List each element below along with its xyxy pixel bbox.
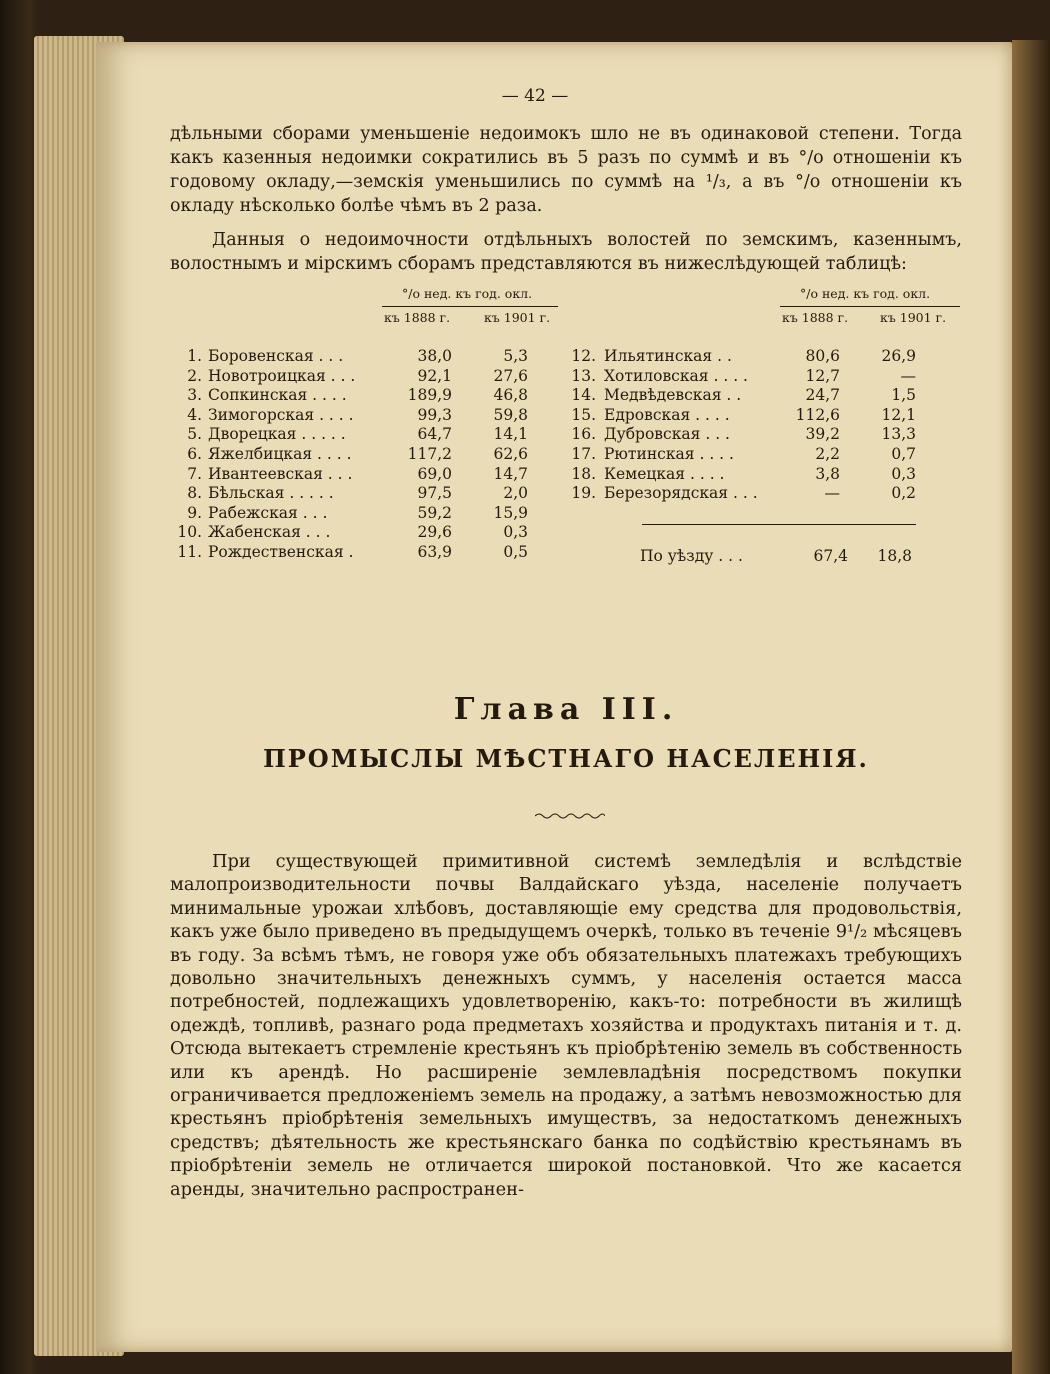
main-paragraph [170,850,962,1201]
table-row [170,366,570,386]
row-value-1888: 117,2 [407,445,452,463]
table-row [170,522,570,542]
ornament-squiggle [535,812,605,820]
row-number: 17. [571,445,596,463]
total-1901: 18,8 [877,547,912,565]
table-row [170,483,570,503]
row-value-1888: 99,3 [417,405,452,424]
row-value-1888: 69,0 [417,464,452,483]
row-name: Бѣльская . . . . . [208,484,334,503]
row-name: Рабежская . . . [208,503,328,522]
row-number: 1. [187,347,202,365]
table-row [560,464,960,484]
row-value-1888: 63,9 [417,543,452,561]
intro-text: дѣльными сборами уменьшеніе недоимокъ шло не въ одинаковой степени. Тогда какъ казенныя недоимки сократились въ 5 разъ по суммѣ и въ °/о отношеніи къ годовому окладу,—земскія уменьшились по суммѣ на ¹/₃, а въ °/о отношеніи къ окладу нѣсколько болѣе чѣмъ въ 2 раза. [170,124,962,216]
row-name: Рютинская . . . . [604,445,734,463]
row-number: 12. [571,347,596,365]
row-name: Рождественская . [208,543,354,561]
row-value-1888: 24,7 [805,386,840,405]
row-value-1901: 14,7 [493,464,528,483]
row-number: 8. [187,484,202,503]
row-value-1901: 46,8 [493,386,528,405]
row-number: 16. [571,425,596,444]
row-name: Едровская . . . . [604,405,730,424]
row-number: 18. [571,464,596,483]
row-value-1901: — [900,366,916,385]
row-name: Дубровская . . . [604,425,730,444]
table-row [170,346,570,366]
row-value-1901: 1,5 [891,386,916,405]
table-row [170,464,570,484]
row-value-1888: 59,2 [417,503,452,522]
left-header-rule [382,306,558,307]
table-row [560,346,960,366]
total-rule [642,524,916,525]
row-name: Яжелбицкая . . . . [208,445,352,463]
row-value-1901: 0,5 [503,543,528,561]
row-name: Дворецкая . . . . . [208,425,346,444]
row-value-1901: 5,3 [503,347,528,365]
table-row [560,385,960,405]
total-1888: 67,4 [813,547,848,565]
row-value-1901: 12,1 [881,405,916,424]
row-number: 10. [177,523,202,542]
table-row [560,424,960,444]
left-header-1888: къ 1888 г. [384,310,451,325]
row-number: 5. [187,425,202,444]
chapter-title: Глава III. [453,692,679,727]
row-name: Зимогорская . . . . [208,405,354,424]
row-name: Жабенская . . . [208,523,331,542]
total-row [640,546,940,566]
row-value-1888: 112,6 [795,405,840,424]
row-name: Березорядская . . . [604,484,758,503]
intro-paragraph [170,122,962,218]
section-title: ПРОМЫСЛЫ МѢСТНАГО НАСЕЛЕНІЯ. [263,744,869,773]
row-name: Боровенская . . . [208,347,344,365]
row-number: 11. [177,543,202,561]
row-value-1888: 12,7 [805,366,840,385]
row-number: 15. [571,405,596,424]
table-intro-text: Данныя о недоимочности отдѣльныхъ волостей по земскимъ, казеннымъ, волостнымъ и мірскимъ сборамъ представляются въ нижеслѣдующей таблицѣ: [170,230,962,274]
page-number: — 42 — [501,86,569,106]
row-value-1888: 92,1 [417,366,452,385]
table-row [170,424,570,444]
row-value-1888: 29,6 [417,523,452,542]
left-header-main: °/о нед. къ год. окл. [402,286,533,301]
table-row [560,444,960,464]
row-name: Ивантеевская . . . [208,464,353,483]
row-name: Ильятинская . . [604,347,732,365]
row-value-1888: 39,2 [805,425,840,444]
right-header-1901: къ 1901 г. [880,310,947,325]
table-row [170,385,570,405]
right-header-1888: къ 1888 г. [782,310,849,325]
row-number: 3. [187,386,202,405]
row-value-1888: 189,9 [407,386,452,405]
row-value-1888: — [824,484,840,503]
row-name: Кемецкая . . . . [604,464,725,483]
row-value-1901: 0,3 [891,464,916,483]
total-label: По уѣзду . . . [640,547,743,565]
row-value-1901: 14,1 [493,425,528,444]
row-value-1901: 26,9 [881,347,916,365]
row-value-1901: 13,3 [881,425,916,444]
table-row [170,542,570,562]
row-number: 4. [187,405,202,424]
opposite-page-edge [1012,40,1050,1374]
row-number: 14. [571,386,596,405]
table-row [560,405,960,425]
row-value-1901: 27,6 [493,366,528,385]
row-number: 19. [571,484,596,503]
table-row [560,366,960,386]
row-value-1901: 0,7 [891,445,916,463]
row-value-1888: 2,2 [815,445,840,463]
row-number: 6. [187,445,202,463]
row-name: Медвѣдевская . . [604,386,742,405]
row-value-1901: 0,3 [503,523,528,542]
right-header-main: °/о нед. къ год. окл. [800,286,931,301]
row-value-1888: 38,0 [417,347,452,365]
row-number: 2. [187,366,202,385]
row-number: 9. [187,503,202,522]
row-value-1901: 2,0 [503,484,528,503]
table-row [170,444,570,464]
table-row [170,503,570,523]
right-header-rule [780,306,960,307]
row-value-1901: 15,9 [493,503,528,522]
left-header-1901: къ 1901 г. [484,310,551,325]
row-value-1888: 97,5 [417,484,452,503]
row-value-1888: 64,7 [417,425,452,444]
row-name: Хотиловская . . . . [604,366,748,385]
row-name: Сопкинская . . . . [208,386,347,405]
table-row [170,405,570,425]
table-intro-paragraph [170,228,962,276]
row-number: 7. [187,464,202,483]
row-value-1888: 3,8 [815,464,840,483]
table-row [560,483,960,503]
row-value-1901: 59,8 [493,405,528,424]
row-name: Новотроицкая . . . [208,366,356,385]
main-text: При существующей примитивной системѣ земледѣлія и вслѣдствіе малопроизводительности почвы Валдайскаго уѣзда, населеніе получаетъ минимальные урожаи хлѣбовъ, доставляющіе ему средства для продовольствія, какъ уже было приведено въ предыдущемъ очеркѣ, только въ теченіе 9¹/₂ мѣсяцевъ въ году. За всѣмъ тѣмъ, не говоря уже объ обязательныхъ платежахъ требующихъ довольно значительныхъ денежныхъ суммъ, у населенія остается масса потребностей, подлежащихъ удовлетворенію, какъ-то: потребности въ жилищѣ одеждѣ, топливѣ, разнаго рода предметахъ хозяйства и продуктахъ питанія и т. д. Отсюда вытекаетъ стремленіе крестьянъ къ пріобрѣтенію земель въ собственность или къ арендѣ. Но расширеніе землевладѣнія посредствомъ покупки ограничивается предложеніемъ земель на продажу, а затѣмъ невозможностью для крестьянъ пріобрѣтенія земельныхъ имуществъ, за недостаткомъ денежныхъ средствъ; дѣятельность же крестьянскаго банка по содѣйствію крестьянамъ въ пріобрѣтеніи земель не отличается широкой постановкой. Что же касается аренды, значительно распространен- [170,851,962,1200]
row-value-1888: 80,6 [805,347,840,365]
row-value-1901: 0,2 [891,484,916,503]
row-value-1901: 62,6 [493,445,528,463]
row-number: 13. [571,366,596,385]
